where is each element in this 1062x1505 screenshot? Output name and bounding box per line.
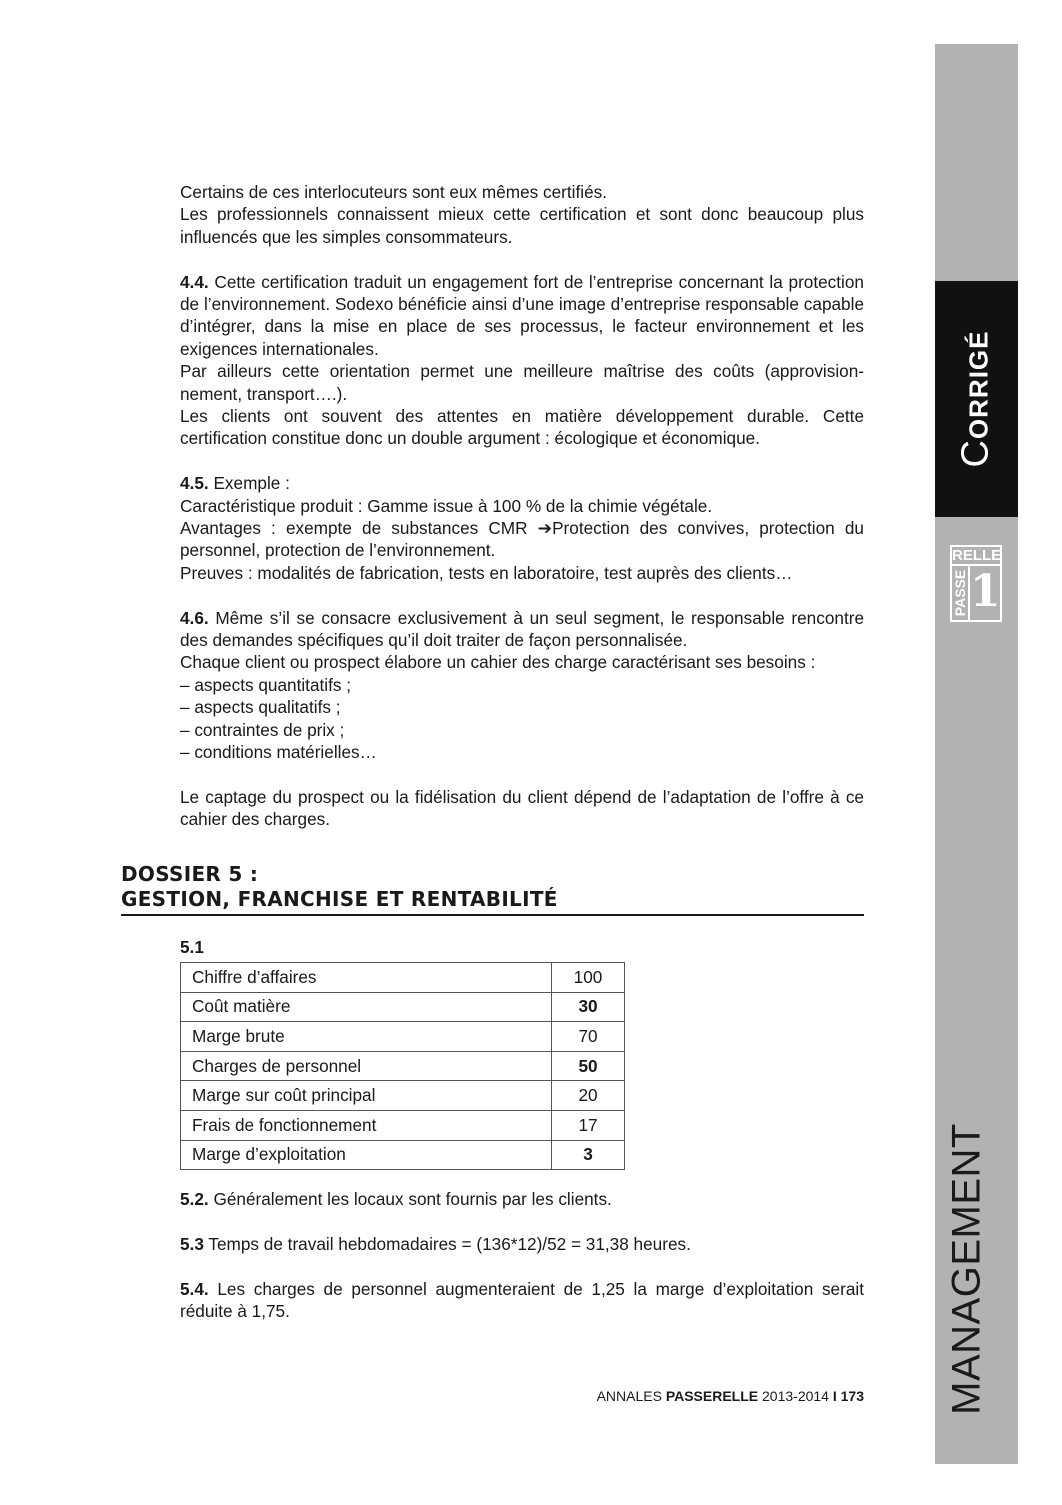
section-5-3: 5.3 Temps de travail hebdomadaires = (136*12)/52 = 31,38 heures. — [180, 1233, 691, 1254]
dossier-heading: DOSSIER 5 : GESTION, FRANCHISE ET RENTABILITÉ — [121, 862, 864, 916]
passerelle-logo — [950, 545, 1002, 622]
list-item: – aspects qualitatifs ; — [180, 697, 341, 718]
page-footer: ANNALES PASSERELLE 2013-2014 I 173 — [596, 1388, 864, 1404]
section-label: 4.6. — [180, 607, 209, 628]
section-4-6: 4.6. Même s’il se consacre exclusivement à un seul segment, le responsable rencontre des demandes spécifiques qu’il doit traiter de façon personnalisée. Chaque client ou prospect élabore un cahier des charge caractérisant ses besoins : – aspects quantitatifs ; – aspects qualitatifs ; – contraintes de prix ; – conditions matérielles… — [180, 607, 864, 763]
intro-paragraph: Certains de ces interlocuteurs sont eux mêmes certifiés. Les professionnels connaissent mieux cette certification et sont donc beaucoup plus influencés que les simples consommateurs. — [180, 182, 864, 247]
arrow-right-icon: ➔ — [537, 518, 553, 539]
section-5-2: 5.2. Généralement les locaux sont fournis par les clients. — [180, 1189, 612, 1209]
list-item: – contraintes de prix ; — [180, 719, 345, 740]
section-4-5: 4.5. Exemple : Caractéristique produit : Gamme issue à 100 % de la chimie végétale. Avantages : exempte de substances CMR ➔Protection des convives, protection du personnel, protection de l’environnement. Preuves : modalités de fabrication, tests en laboratoire, test auprès des clients… — [180, 473, 864, 583]
logo-side-text: PASSE — [952, 569, 968, 617]
section-5-4: 5.4. Les charges de personnel augmenteraient de 1,25 la marge d’exploitation serait réduite à 1,75. — [180, 1278, 864, 1321]
list-item: – aspects quantitatifs ; — [180, 674, 352, 695]
logo-number: 1 — [970, 566, 1001, 617]
body-text — [180, 181, 864, 853]
page-number: 173 — [840, 1388, 864, 1404]
section-label: 4.4. — [180, 271, 209, 292]
list-item: – conditions matérielles… — [180, 742, 377, 763]
table-row: Frais de fonctionnement 17 — [181, 1110, 625, 1140]
corrige-label: CORRIGÉ — [954, 330, 997, 468]
answers-5 — [180, 1188, 864, 1345]
results-table — [180, 962, 625, 1170]
section-label-management: MANAGEMENT — [944, 1123, 989, 1415]
section-5-1-label: 5.1 — [180, 937, 204, 957]
table-row: Chiffre d’affaires 100 — [181, 963, 625, 993]
section-4-6-conclusion: Le captage du prospect ou la fidélisation du client dépend de l’adaptation de l’offre à ce cahier des charges. — [180, 786, 864, 830]
section-label: 4.5. — [180, 473, 209, 494]
table-row: Marge brute 70 — [181, 1022, 625, 1052]
table-row: Marge sur coût principal 20 — [181, 1081, 625, 1111]
section-4-4: 4.4. Cette certification traduit un engagement fort de l’entreprise concernant la protection de l’environnement. Sodexo bénéficie ainsi d’une image d’entreprise responsable capable d’intégrer, dans la mise en place de ses processus, le facteur environnement et les exigences internationales. Par ailleurs cette orientation permet une meilleure maîtrise des coûts (approvision-nement, transport….). Les clients ont souvent des attentes en matière développement durable. Cette certification constitue donc un double argument : écologique et économique. — [180, 271, 864, 449]
logo-top-text: RELLE — [952, 547, 1002, 564]
table-row: Coût matière 30 — [181, 992, 625, 1022]
table-row: Charges de personnel 50 — [181, 1051, 625, 1081]
table-row: Marge d’exploitation 3 — [181, 1140, 625, 1170]
